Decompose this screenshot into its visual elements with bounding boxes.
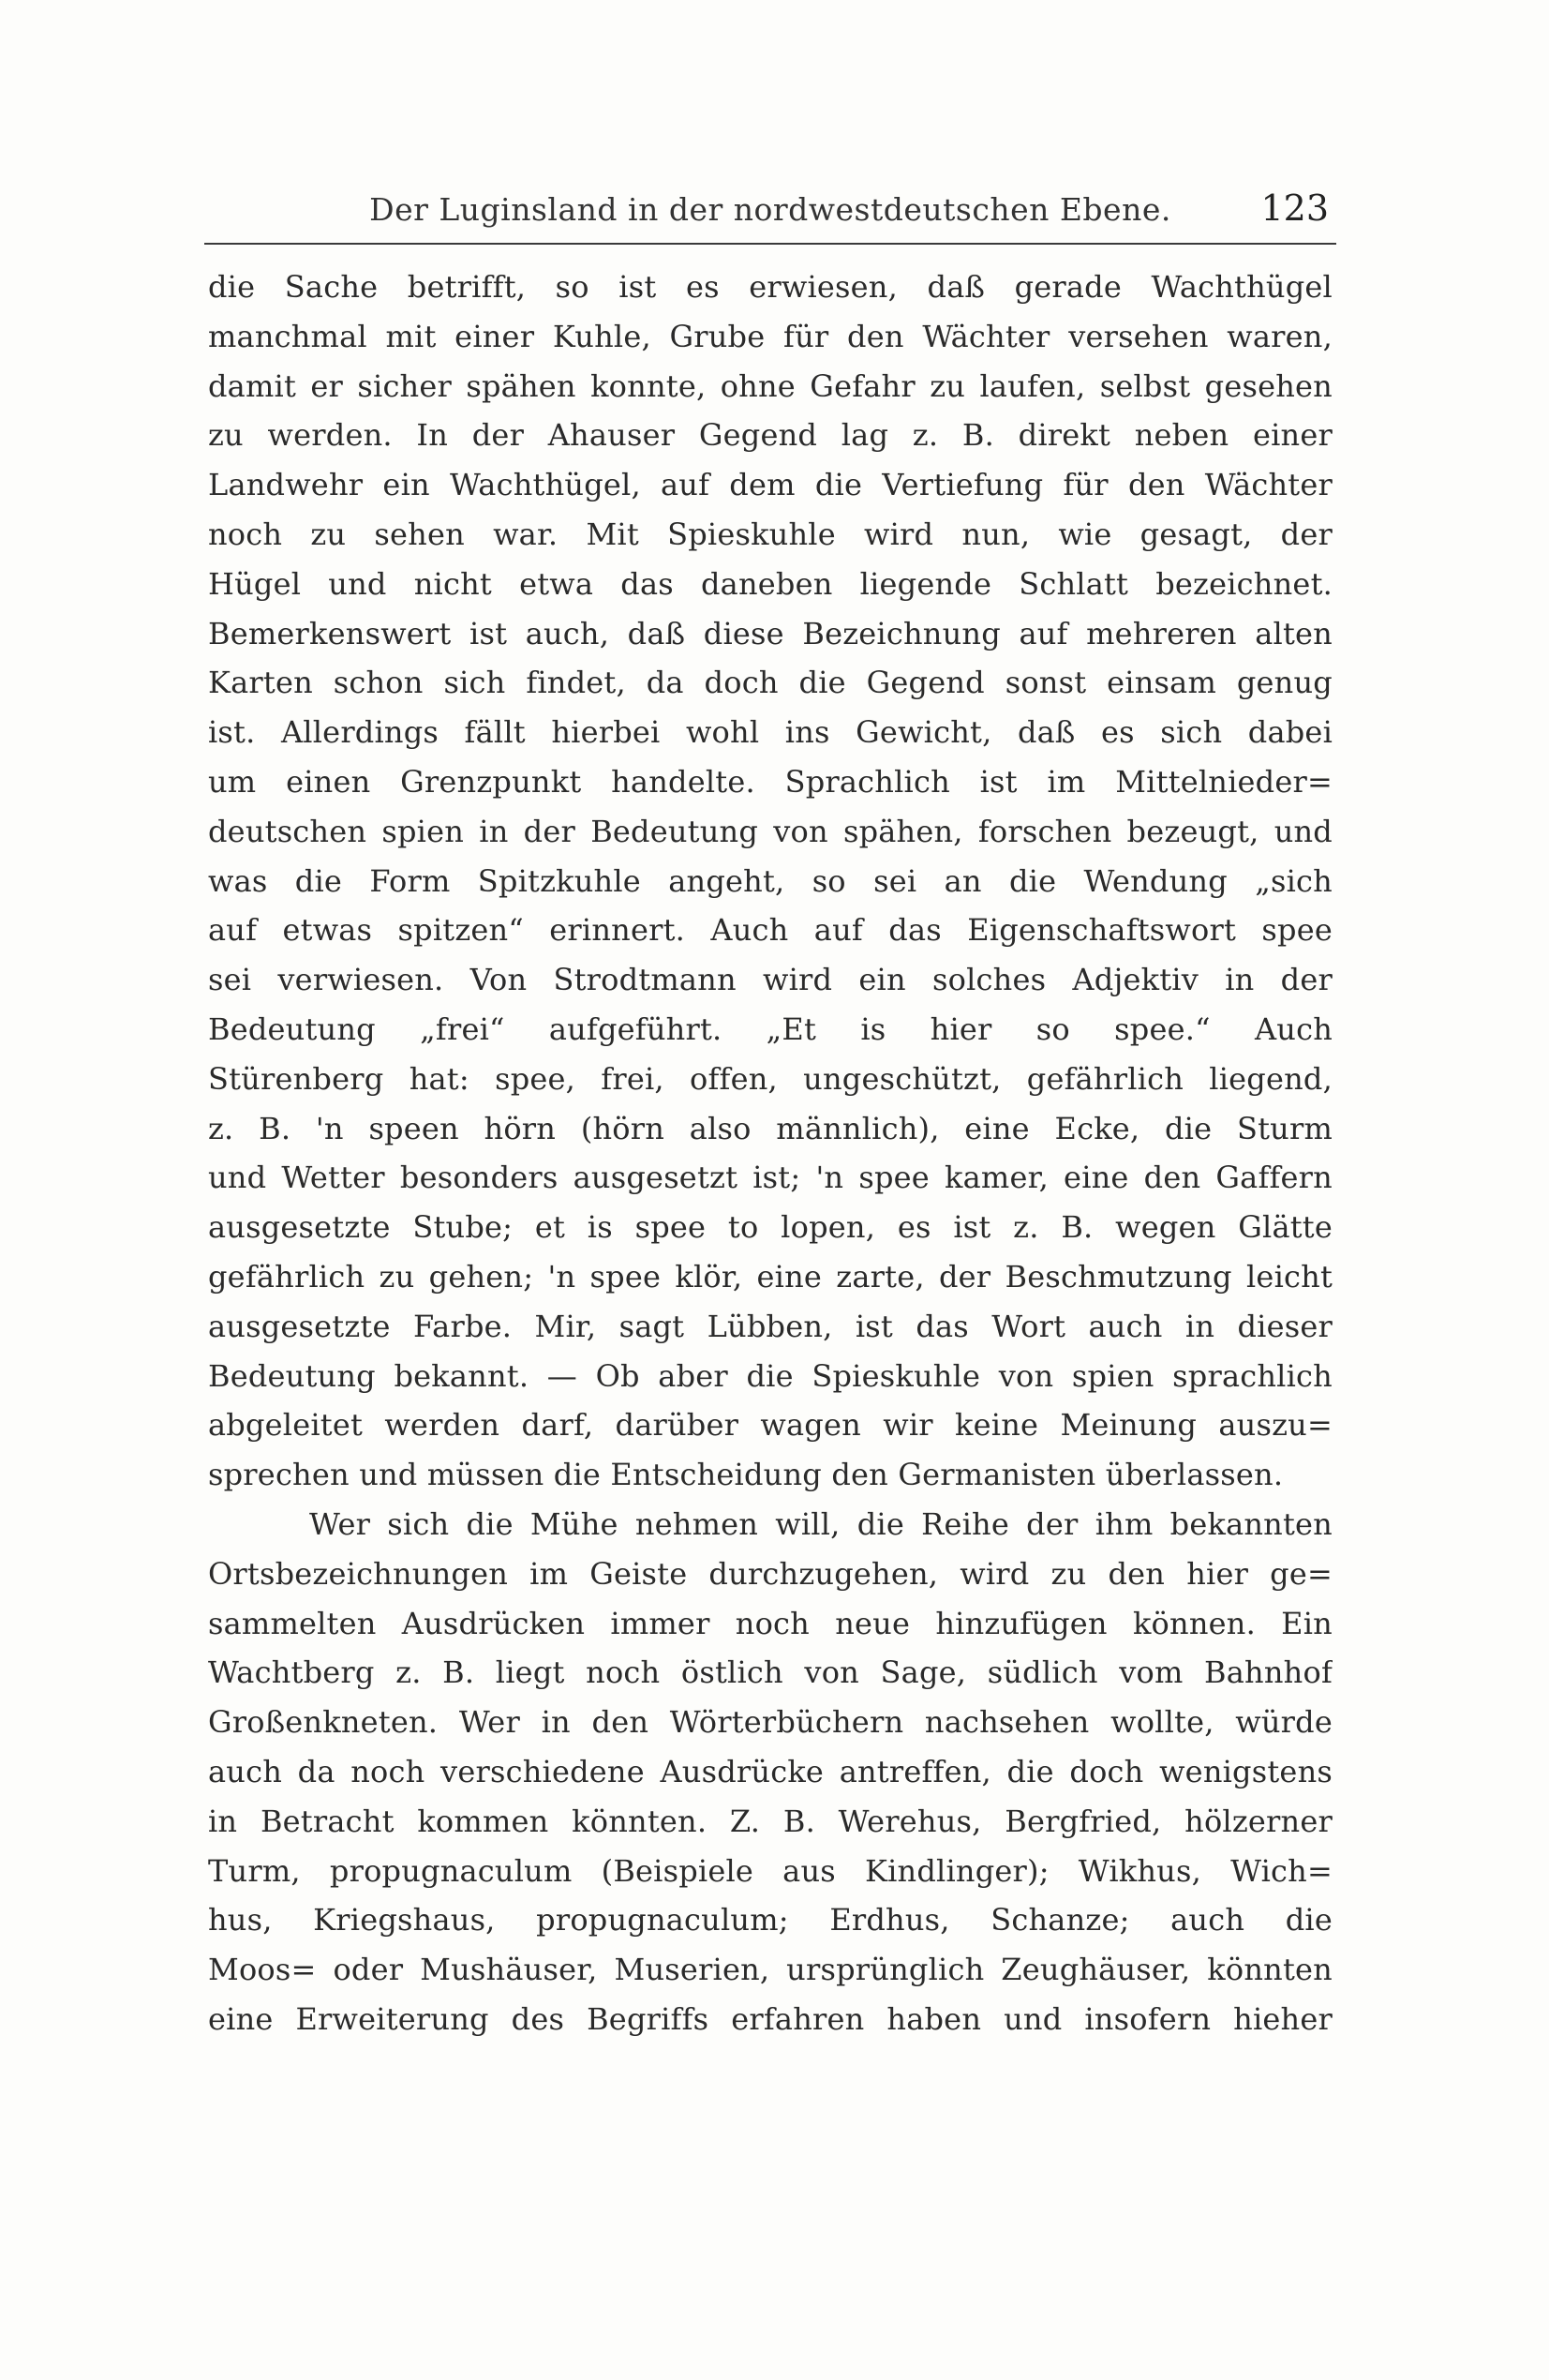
text-line: eine Erweiterung des Begriffs erfahren haben und insofern hieher <box>208 2000 1333 2037</box>
text-line: Bedeutung bekannt. — Ob aber die Spieskuhle von spien sprachlich <box>208 1357 1333 1394</box>
text-line: abgeleitet werden darf, darüber wagen wir keine Meinung auszu= <box>208 1407 1333 1444</box>
text-line: ausgesetzte Farbe. Mir, sagt Lübben, ist das Wort auch in dieser <box>208 1308 1333 1344</box>
text-line: was die Form Spitzkuhle angeht, so sei an die Wendung „sich <box>208 862 1333 899</box>
running-title: Der Luginsland in der nordwestdeutschen Ebene. <box>369 191 1171 228</box>
text-line: auf etwas spitzen“ erinnert. Auch auf das Eigenschaftswort spee <box>208 912 1333 949</box>
running-head <box>204 184 1336 236</box>
text-line: Karten schon sich findet, da doch die Gegend sonst einsam genug <box>208 665 1333 701</box>
text-line: manchmal mit einer Kuhle, Grube für den Wächter versehen waren, <box>208 318 1333 354</box>
text-line: sei verwiesen. Von Strodtmann wird ein solches Adjektiv in der <box>208 962 1333 998</box>
text-line: Wer sich die Mühe nehmen will, die Reihe der ihm bekannten <box>309 1505 1333 1542</box>
text-line: und Wetter besonders ausgesetzt ist; 'n spee kamer, eine den Gaffern <box>208 1160 1333 1196</box>
text-line: Bedeutung „frei“ aufgeführt. „Et is hier so spee.“ Auch <box>208 1010 1333 1047</box>
text-line: noch zu sehen war. Mit Spieskuhle wird nun, wie gesagt, der <box>208 516 1333 552</box>
text-line: sammelten Ausdrücken immer noch neue hinzufügen können. Ein <box>208 1605 1333 1641</box>
text-line: Ortsbezeichnungen im Geiste durchzugehen, wird zu den hier ge= <box>208 1555 1333 1592</box>
text-line: Wachtberg z. B. liegt noch östlich von Sage, südlich vom Bahnhof <box>208 1654 1333 1691</box>
text-line: Hügel und nicht etwa das daneben liegende Schlatt bezeichnet. <box>208 565 1333 602</box>
paragraph-1 <box>208 262 1333 1500</box>
text-line: die Sache betrifft, so ist es erwiesen, daß gerade Wachthügel <box>208 269 1333 305</box>
text-line: sprechen und müssen die Entscheidung den Germanisten überlassen. <box>208 1457 1284 1493</box>
text-line: Landwehr ein Wachthügel, auf dem die Vertiefung für den Wächter <box>208 467 1333 503</box>
text-line: ist. Allerdings fällt hierbei wohl ins Gewicht, daß es sich dabei <box>208 714 1333 751</box>
header-rule <box>204 243 1336 245</box>
text-line: gefährlich zu gehen; 'n spee klör, eine zarte, der Beschmutzung leicht <box>208 1258 1333 1295</box>
text-line: zu werden. In der Ahauser Gegend lag z. B. direkt neben einer <box>208 417 1333 454</box>
text-line: ausgesetzte Stube; et is spee to lopen, es ist z. B. wegen Glätte <box>208 1209 1333 1246</box>
text-line: Großenkneten. Wer in den Wörterbüchern nachsehen wollte, würde <box>208 1704 1333 1741</box>
text-line: Stürenberg hat: spee, frei, offen, ungeschützt, gefährlich liegend, <box>208 1060 1333 1097</box>
text-line: Moos= oder Mushäuser, Muserien, ursprünglich Zeughäuser, könnten <box>208 1952 1333 1988</box>
page-number: 123 <box>1260 187 1329 229</box>
text-line: Turm, propugnaculum (Beispiele aus Kindlinger); Wikhus, Wich= <box>208 1852 1333 1889</box>
text-line: hus, Kriegshaus, propugnaculum; Erdhus, Schanze; auch die <box>208 1902 1333 1938</box>
text-line: um einen Grenzpunkt handelte. Sprachlich ist im Mittelnieder= <box>208 763 1333 800</box>
paragraph-2 <box>208 1500 1333 2044</box>
text-line: auch da noch verschiedene Ausdrücke antreffen, die doch wenigstens <box>208 1753 1333 1789</box>
text-line: deutschen spien in der Bedeutung von spähen, forschen bezeugt, und <box>208 813 1333 849</box>
text-line: z. B. 'n speen hörn (hörn also männlich), eine Ecke, die Sturm <box>208 1110 1333 1146</box>
text-line: in Betracht kommen könnten. Z. B. Werehus, Bergfried, hölzerner <box>208 1803 1333 1839</box>
text-line: damit er sicher spähen konnte, ohne Gefahr zu laufen, selbst gesehen <box>208 367 1333 404</box>
text-line: Bemerkenswert ist auch, daß diese Bezeichnung auf mehreren alten <box>208 615 1333 651</box>
body-text <box>208 262 1333 2044</box>
